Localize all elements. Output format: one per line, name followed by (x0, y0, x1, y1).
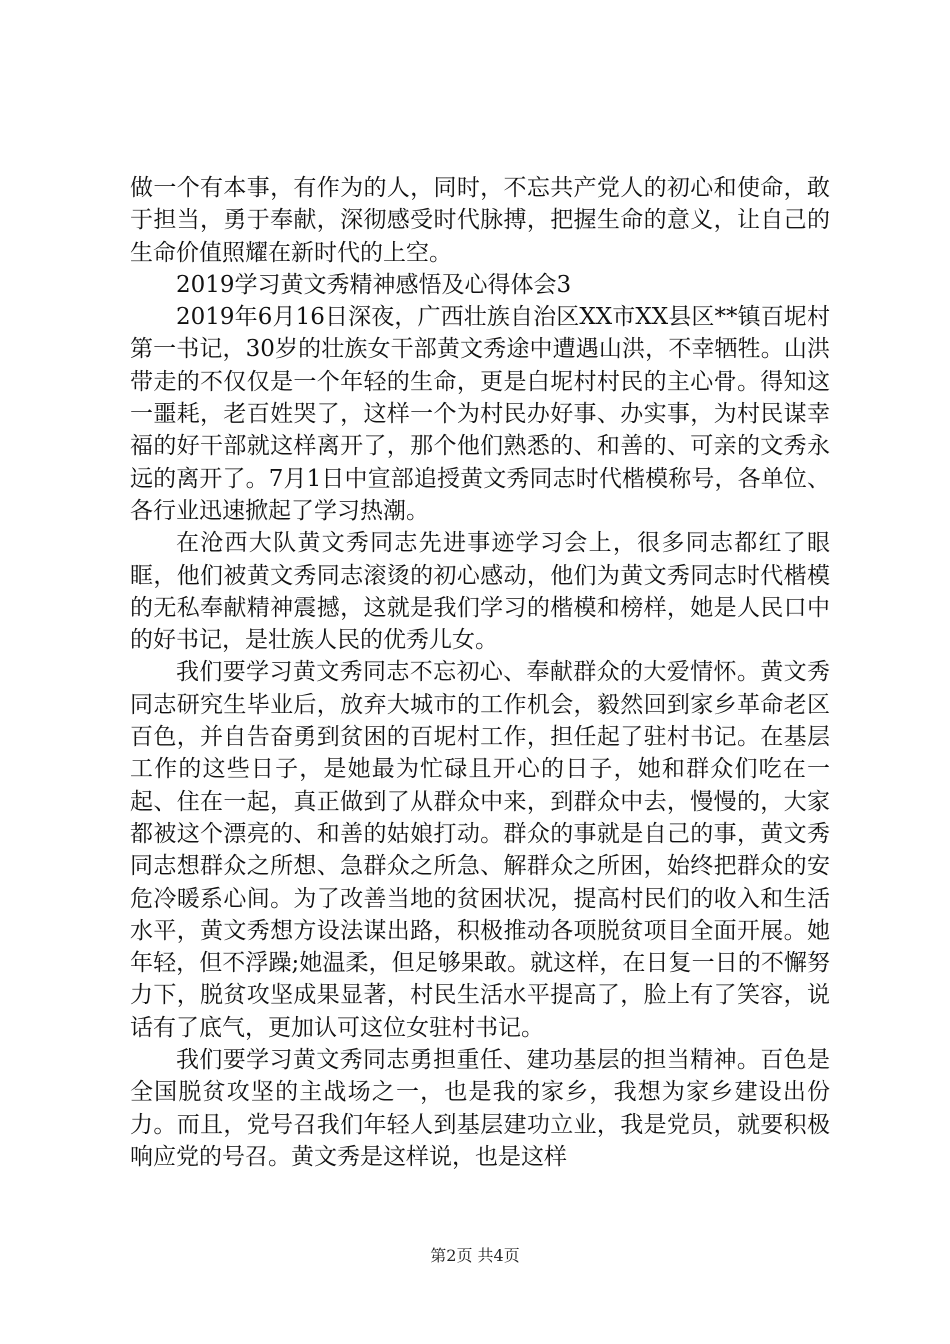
paragraph: 我们要学习黄文秀同志不忘初心、奉献群众的大爱情怀。黄文秀同志研究生毕业后，放弃大城市的工作机会，毅然回到家乡革命老区百色，并自告奋勇到贫困的百坭村工作，担任起了驻村书记。在基层工作的这些日子，是她最为忙碌且开心的日子，她和群众们吃在一起、住在一起，真正做到了从群众中来，到群众中去，慢慢的，大家都被这个漂亮的、和善的姑娘打动。群众的事就是自己的事，黄文秀同志想群众之所想、急群众之所急、解群众之所困，始终把群众的安危冷暖系心间。为了改善当地的贫困状况，提高村民们的收入和生活水平，黄文秀想方设法谋出路，积极推动各项脱贫项目全面开展。她年轻，但不浮躁;她温柔，但足够果敢。就这样，在日复一日的不懈努力下，脱贫攻坚成果显著，村民生活水平提高了，脸上有了笑容，说话有了底气，更加认可这位女驻村书记。 (130, 659, 830, 1041)
paragraph: 我们要学习黄文秀同志勇担重任、建功基层的担当精神。百色是全国脱贫攻坚的主战场之一，也是我的家乡，我想为家乡建设出份力。而且，党号召我们年轻人到基层建功立业，我是党员，就要积极响应党的号召。黄文秀是这样说，也是这样 (130, 1047, 830, 1170)
paragraph: 2019年6月16日深夜，广西壮族自治区XX市XX县区**镇百坭村第一书记，30岁的壮族女干部黄文秀途中遭遇山洪，不幸牺牲。山洪带走的不仅仅是一个年轻的生命，更是白坭村村民的主心骨。得知这一噩耗，老百姓哭了，这样一个为村民办好事、办实事，为村民谋幸福的好干部就这样离开了，那个他们熟悉的、和善的、可亲的文秀永远的离开了。7月1日中宣部追授黄文秀同志时代楷模称号，各单位、各行业迅速掀起了学习热潮。 (130, 304, 830, 524)
section-heading: 2019学习黄文秀精神感悟及心得体会3 (176, 271, 572, 298)
paragraph-continuation: 做一个有本事，有作为的人，同时，不忘共产党人的初心和使命，敢于担当，勇于奉献，深彻感受时代脉搏，把握生命的意义，让自己的生命价值照耀在新时代的上空。 (130, 175, 830, 266)
paragraph: 在沧西大队黄文秀同志先进事迹学习会上，很多同志都红了眼眶，他们被黄文秀同志滚烫的初心感动，他们为黄文秀同志时代楷模的无私奉献精神震撼，这就是我们学习的楷模和榜样，她是人民口中的好书记，是壮族人民的优秀儿女。 (130, 530, 830, 654)
page-footer: 第2页 共4页 (430, 1246, 520, 1265)
document-body (130, 172, 830, 1173)
